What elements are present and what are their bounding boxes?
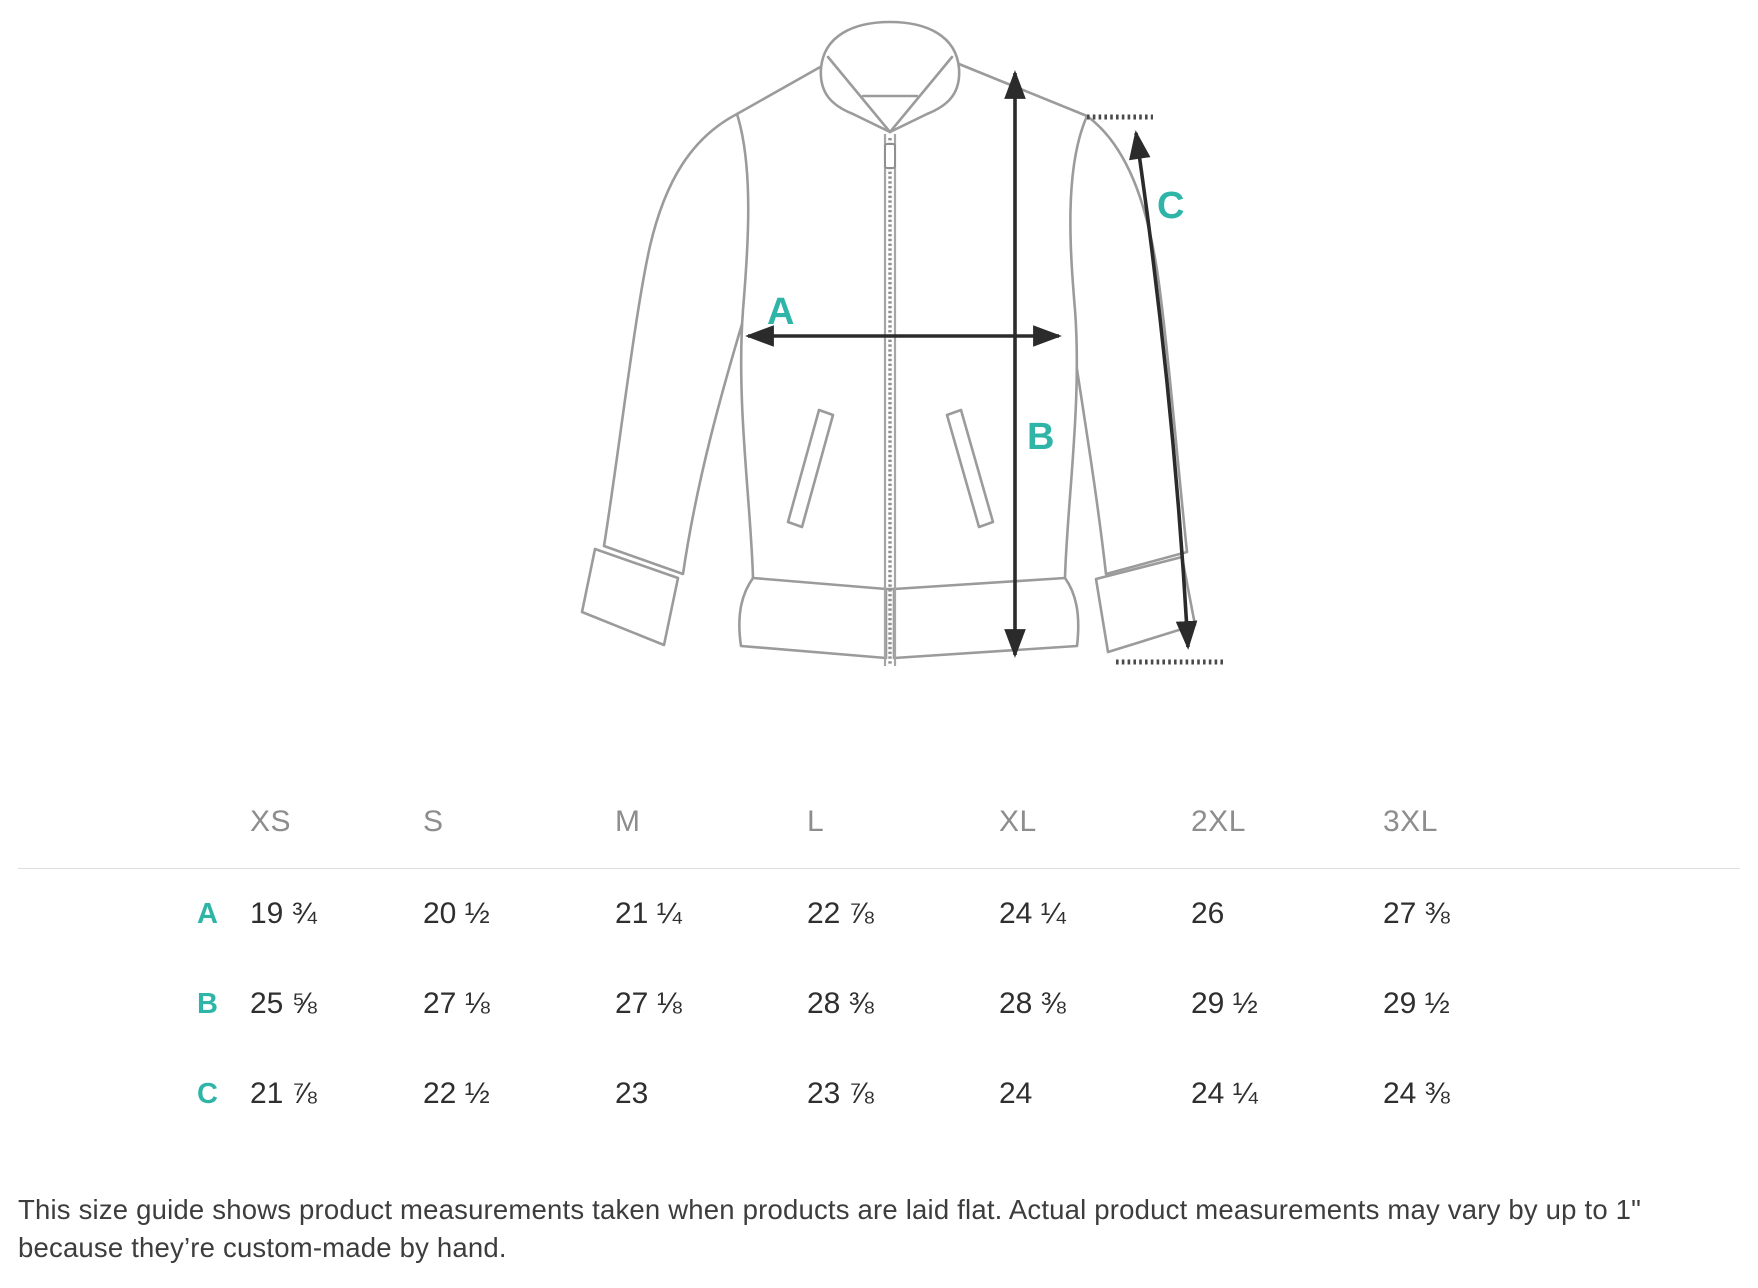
size-table	[18, 795, 1740, 1139]
row-label-a: A	[197, 897, 218, 930]
size-value: 19 ¾	[250, 897, 317, 930]
table-row-a	[18, 869, 1740, 959]
size-value: 26	[1191, 897, 1225, 930]
size-value: 27 ⅜	[1383, 897, 1450, 930]
jacket-measurement-diagram	[575, 6, 1243, 678]
jacket-diagram-svg	[575, 6, 1243, 678]
length-label-b: B	[1027, 416, 1055, 458]
row-label-c: C	[197, 1077, 218, 1110]
size-value: 22 ⅞	[807, 897, 874, 930]
size-value: 27 ⅛	[423, 987, 490, 1020]
size-guide-disclaimer: This size guide shows product measurements taken when products are laid flat. Actual product measurements may vary by up to 1" because they’re custom-made by hand.	[18, 1193, 1642, 1263]
column-header-xl: XL	[999, 805, 1037, 838]
left-shoulder-seam	[737, 66, 822, 114]
column-header-3xl: 3XL	[1383, 805, 1438, 838]
size-value: 23 ⅞	[807, 1077, 874, 1110]
column-header-xs: XS	[250, 805, 292, 838]
size-value: 25 ⅝	[250, 987, 317, 1020]
size-value: 29 ½	[1383, 987, 1450, 1020]
size-value: 24 ⅜	[1383, 1077, 1450, 1110]
hem-band-left	[739, 578, 886, 658]
row-label-b: B	[197, 987, 218, 1020]
right-shoulder-seam	[959, 64, 1087, 116]
zipper-pull	[885, 144, 895, 168]
size-value: 21 ¼	[615, 897, 682, 930]
size-value: 21 ⅞	[250, 1077, 317, 1110]
size-table-header	[18, 795, 1740, 869]
column-header-2xl: 2XL	[1191, 805, 1246, 838]
hem-band-right	[894, 578, 1078, 658]
width-label-a: A	[767, 291, 795, 333]
column-header-m: M	[615, 805, 641, 838]
size-value: 23	[615, 1077, 649, 1110]
header-spacer	[18, 795, 250, 805]
size-value: 24 ¼	[1191, 1077, 1258, 1110]
size-value: 22 ½	[423, 1077, 490, 1110]
size-value: 29 ½	[1191, 987, 1258, 1020]
sleeve-label-c: C	[1157, 185, 1185, 227]
size-value: 28 ⅜	[807, 987, 874, 1020]
table-row-b	[18, 959, 1740, 1049]
size-value: 28 ⅜	[999, 987, 1066, 1020]
column-header-s: S	[423, 805, 444, 838]
column-header-l: L	[807, 805, 825, 838]
table-row-c	[18, 1049, 1740, 1139]
size-value: 24	[999, 1077, 1033, 1110]
size-value: 27 ⅛	[615, 987, 682, 1020]
left-sleeve	[604, 114, 742, 574]
size-value: 20 ½	[423, 897, 490, 930]
size-value: 24 ¼	[999, 897, 1066, 930]
